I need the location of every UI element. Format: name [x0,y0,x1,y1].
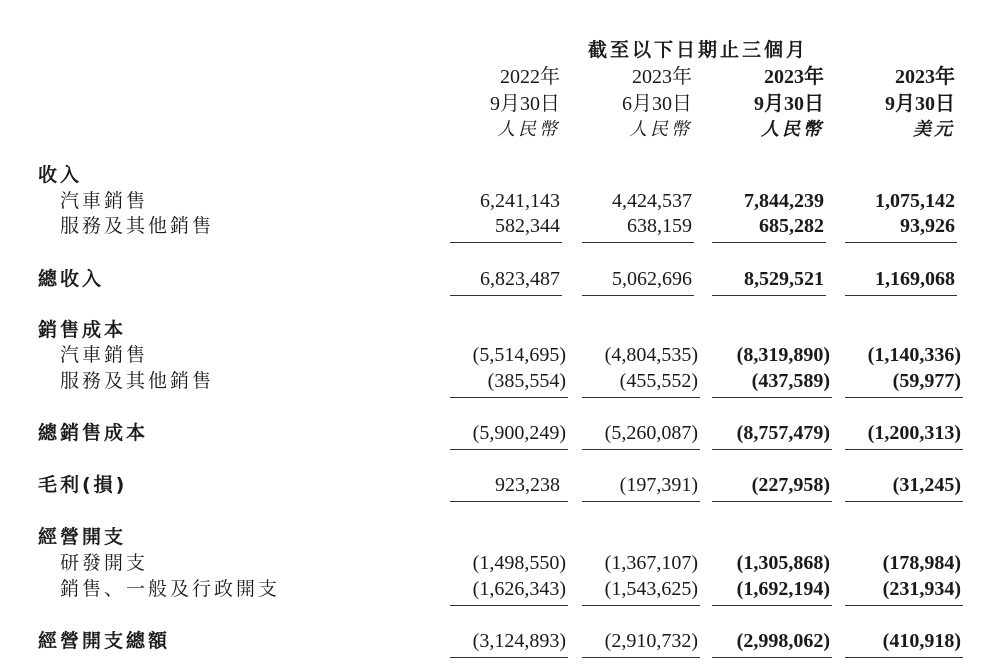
total-revenue-rule-col1 [450,295,562,296]
gross-profit-col2: (197,391) [619,474,698,496]
sga-col2: (1,543,625) [604,578,698,600]
col3-year: 2023年 [764,66,824,88]
total-opex-rule-col3 [712,657,832,658]
total-cost-rule-col2 [582,449,700,450]
col3-currency: 人民幣 [761,119,824,140]
col2-currency: 人民幣 [629,119,692,140]
col4-date: 9月30日 [885,93,955,115]
revenue-vehicle-col3: 7,844,239 [744,190,824,212]
rnd-label: 研發開支 [60,552,149,574]
col2-date: 6月30日 [622,93,692,115]
revenue-subtotal-rule-col3 [712,242,826,243]
cost-services-col1: (385,554) [487,370,566,392]
cost-vehicle-col4: (1,140,336) [867,344,961,366]
total-cost-col2: (5,260,087) [604,422,698,444]
total-revenue-rule-col3 [712,295,826,296]
col4-year: 2023年 [895,66,955,88]
col1-year: 2022年 [500,66,560,88]
col1-date: 9月30日 [490,93,560,115]
cost-services-col3: (437,589) [751,370,830,392]
cost-subtotal-rule-col2 [582,397,700,398]
total-opex-col3: (2,998,062) [736,630,830,652]
cost-vehicle-label: 汽車銷售 [60,344,149,366]
gross-profit-rule-col2 [582,501,700,502]
total-opex-col4: (410,918) [882,630,961,652]
revenue-vehicle-col4: 1,075,142 [875,190,955,212]
gross-profit-col4: (31,245) [892,474,961,496]
revenue-vehicle-col1: 6,241,143 [480,190,560,212]
col4-currency: 美元 [913,119,955,140]
total-revenue-col2: 5,062,696 [612,268,692,290]
total-revenue-col1: 6,823,487 [480,268,560,290]
sga-col3: (1,692,194) [736,578,830,600]
revenue-services-col4: 93,926 [900,215,955,237]
total-revenue-rule-col4 [845,295,957,296]
revenue-subtotal-rule-col1 [450,242,562,243]
total-cost-col1: (5,900,249) [472,422,566,444]
col1-currency: 人民幣 [497,119,560,140]
cost-subtotal-rule-col4 [845,397,963,398]
cost-vehicle-col3: (8,319,890) [736,344,830,366]
revenue-vehicle-label: 汽車銷售 [60,190,149,212]
total-cost-rule-col4 [845,449,963,450]
rnd-col4: (178,984) [882,552,961,574]
cost-services-col2: (455,552) [619,370,698,392]
revenue-services-col3: 685,282 [759,215,824,237]
revenue-subtotal-rule-col2 [582,242,694,243]
opex-subtotal-rule-col3 [712,605,832,606]
total-cost-rule-col3 [712,449,832,450]
gross-profit-rule-col3 [712,501,832,502]
revenue-services-col2: 638,159 [627,215,692,237]
total-cost-col4: (1,200,313) [867,422,961,444]
opex-subtotal-rule-col1 [450,605,568,606]
total-opex-col1: (3,124,893) [472,630,566,652]
total-opex-col2: (2,910,732) [604,630,698,652]
revenue-services-col1: 582,344 [495,215,560,237]
total-revenue-col4: 1,169,068 [875,268,955,290]
col3-date: 9月30日 [754,93,824,115]
sga-col1: (1,626,343) [472,578,566,600]
opex-subtotal-rule-col4 [845,605,963,606]
total-cost-rule-col1 [450,449,568,450]
cost-of-sales-section-title: 銷售成本 [38,319,127,341]
total-operating-expenses-label: 經營開支總額 [38,630,171,652]
total-cost-of-sales-label: 總銷售成本 [38,422,149,444]
cost-vehicle-col1: (5,514,695) [472,344,566,366]
sga-label: 銷售、一般及行政開支 [60,578,281,600]
col2-year: 2023年 [632,66,692,88]
gross-profit-label: 毛利(損) [38,474,128,496]
total-cost-col3: (8,757,479) [736,422,830,444]
cost-subtotal-rule-col1 [450,397,568,398]
total-revenue-col3: 8,529,521 [744,268,824,290]
total-revenue-label: 總收入 [38,268,105,290]
sga-col4: (231,934) [882,578,961,600]
cost-services-label: 服務及其他銷售 [60,370,215,392]
opex-subtotal-rule-col2 [582,605,700,606]
total-opex-rule-col2 [582,657,700,658]
cost-services-col4: (59,977) [892,370,961,392]
revenue-subtotal-rule-col4 [845,242,957,243]
operating-expenses-section-title: 經營開支 [38,526,127,548]
revenue-services-label: 服務及其他銷售 [60,215,215,237]
rnd-col1: (1,498,550) [472,552,566,574]
gross-profit-rule-col1 [450,501,568,502]
cost-subtotal-rule-col3 [712,397,832,398]
total-revenue-rule-col2 [582,295,694,296]
gross-profit-col1: 923,238 [495,474,560,496]
revenue-vehicle-col2: 4,424,537 [612,190,692,212]
gross-profit-col3: (227,958) [751,474,830,496]
total-opex-rule-col4 [845,657,963,658]
total-opex-rule-col1 [450,657,568,658]
rnd-col3: (1,305,868) [736,552,830,574]
gross-profit-rule-col4 [845,501,963,502]
revenue-section-title: 收入 [38,164,83,186]
rnd-col2: (1,367,107) [604,552,698,574]
period-title: 截至以下日期止三個月 [588,39,809,61]
cost-vehicle-col2: (4,804,535) [604,344,698,366]
